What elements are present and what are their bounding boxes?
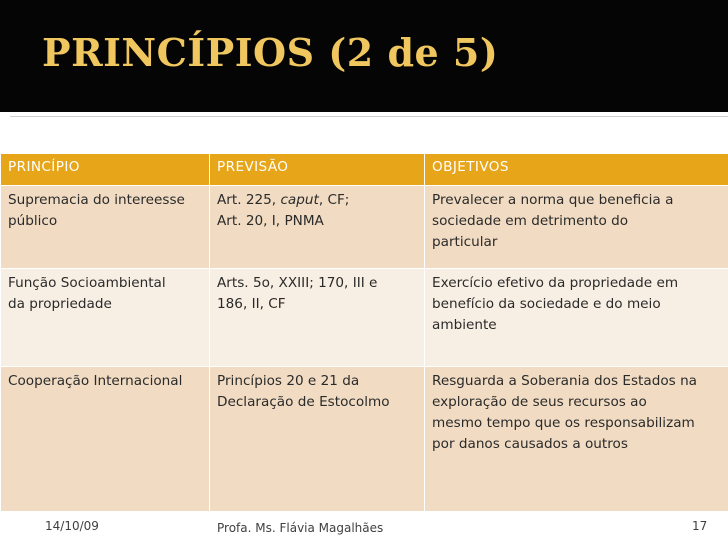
cell-previsao [210, 269, 425, 367]
cell-text-line: particular [432, 234, 498, 250]
cell-text-line: Declaração de Estocolmo [217, 394, 390, 410]
cell-text-italic: caput [280, 192, 319, 208]
table-header-row [1, 154, 728, 186]
cell-text-line: Art. 20, I, PNMA [217, 213, 324, 229]
cell-text-line: benefício da sociedade e do meio [432, 296, 661, 312]
cell-text-line: Resguarda a Soberania dos Estados na [432, 373, 698, 389]
slide-title: PRINCÍPIOS (2 de 5) [42, 30, 499, 75]
footer-author: Profa. Ms. Flávia Magalhães [217, 521, 384, 535]
cell-text-line: 186, II, CF [217, 296, 286, 312]
cell-text-line: Arts. 5o, XXIII; 170, III e [217, 275, 378, 291]
cell-text-line: exploração de seus recursos ao [432, 394, 647, 410]
cell-previsao [210, 186, 425, 269]
cell-text-line: mesmo tempo que os responsabilizam [432, 415, 695, 431]
table-row [1, 269, 728, 367]
title-divider [10, 116, 728, 117]
cell-objetivos [425, 367, 728, 512]
header-objetivos: OBJETIVOS [425, 154, 728, 186]
cell-text-line: Cooperação Internacional [8, 373, 183, 389]
page-number: 17 [692, 519, 708, 533]
header-previsao: PREVISÃO [210, 154, 425, 186]
table-row [1, 367, 728, 512]
cell-text-line: Função Socioambiental [8, 275, 166, 291]
cell-text-line: Prevalecer a norma que beneficia a [432, 192, 674, 208]
cell-text-line: Exercício efetivo da propriedade em [432, 275, 679, 291]
table-row [1, 186, 728, 269]
cell-text-line: ambiente [432, 317, 497, 333]
cell-principio [1, 269, 210, 367]
cell-principio [1, 186, 210, 269]
principles-table [0, 153, 728, 512]
footer-date: 14/10/09 [45, 519, 99, 533]
header-principio: PRINCÍPIO [1, 154, 210, 186]
cell-principio [1, 367, 210, 512]
cell-objetivos [425, 269, 728, 367]
cell-text-line: por danos causados a outros [432, 436, 628, 452]
cell-text-line: da propriedade [8, 296, 112, 312]
cell-text-part: , CF; [318, 192, 350, 208]
cell-text-part: Art. 225, [217, 192, 281, 208]
cell-text-line: Supremacia do intereesse [8, 192, 185, 208]
cell-text-line: sociedade em detrimento do [432, 213, 629, 229]
cell-objetivos [425, 186, 728, 269]
cell-text-line: Princípios 20 e 21 da [217, 373, 360, 389]
cell-text-line [217, 190, 424, 211]
cell-previsao [210, 367, 425, 512]
cell-text-line: público [8, 213, 58, 229]
title-bar [0, 0, 728, 112]
